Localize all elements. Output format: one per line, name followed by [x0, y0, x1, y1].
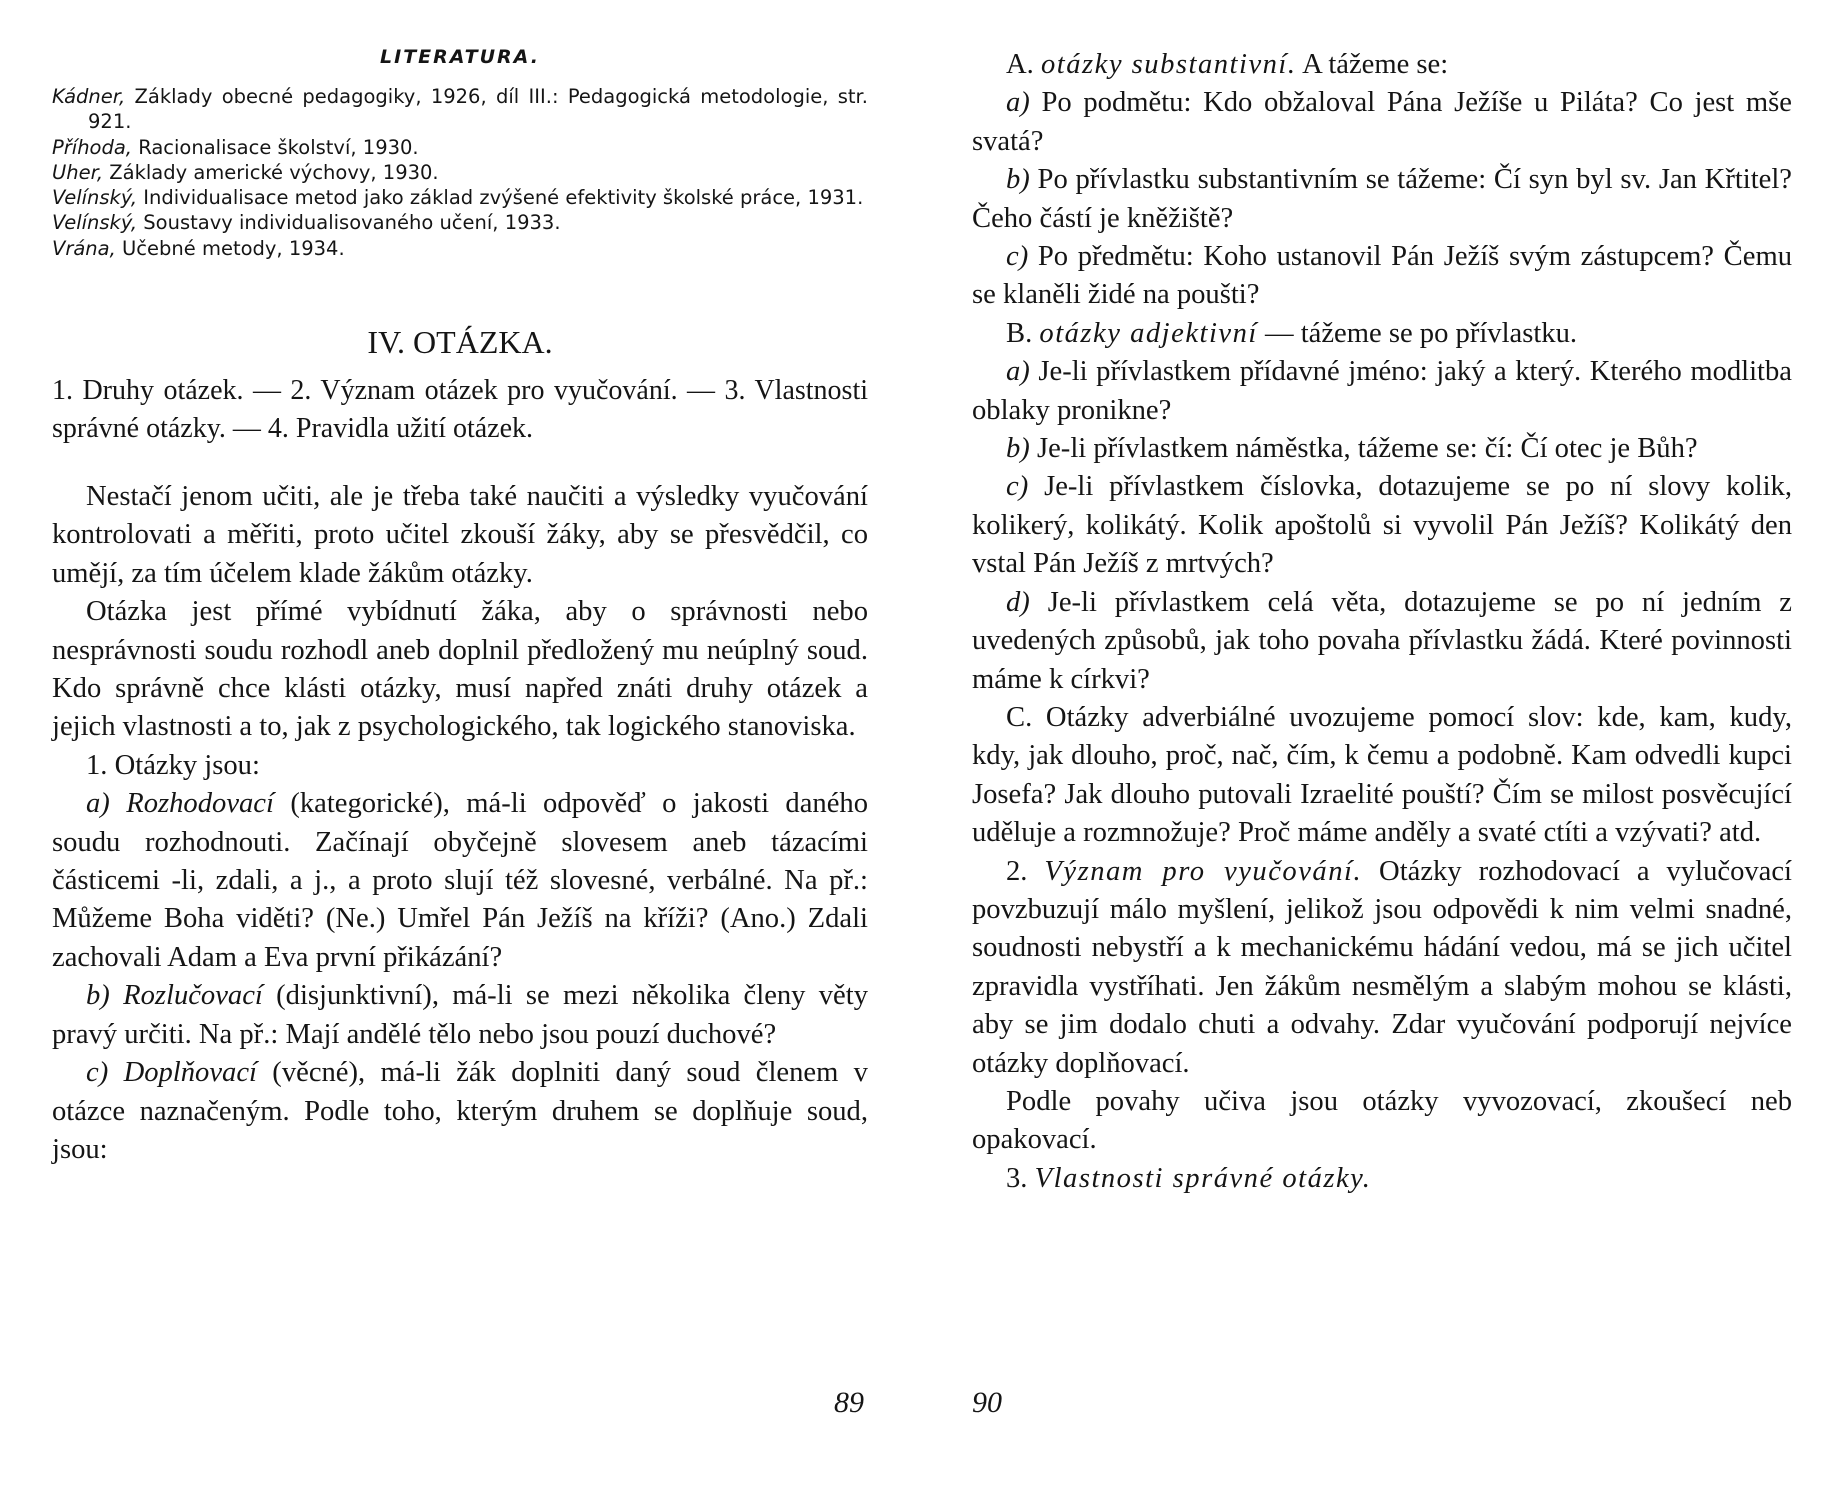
literature-entry [52, 185, 868, 210]
section-prefix: A. [1006, 49, 1034, 80]
term: otázky substantivní. [1040, 49, 1297, 80]
list-marker: c) [86, 1057, 109, 1089]
paragraph: Otázka jest přímé vybídnutí žáka, aby o správnosti nebo nesprávnosti soudu rozhodl aneb doplnil předložený mu neúplný soud. Kdo správně chce klásti otázky, musí napřed znáti druhy otázek a jejich vlastnosti a to, jak z psychologického, tak logického stanoviska. [52, 596, 868, 743]
chapter-title: IV. OTÁZKA. [367, 324, 553, 360]
list-marker: b) [1006, 164, 1030, 196]
paragraph: 1. Otázky jsou: [86, 749, 260, 781]
literature-heading: LITERATURA. [380, 46, 540, 68]
paragraph-text: Je-li přívlastkem přídavné jméno: jaký a který. Kterého modlitba oblaky pronikne? [972, 356, 1792, 426]
entry-text: Základy obecné pedagogiky, 1926, díl III.: Pedagogická metodologie, str. 921. [88, 85, 868, 134]
paragraph-text: Je-li přívlastkem náměstka, tážeme se: čí: Čí otec je Bůh? [1029, 433, 1698, 465]
literature-entry [52, 210, 868, 235]
paragraph-text: Je-li přívlastkem číslovka, dotazujeme se po ní slovy kolik, kolikerý, kolikátý. Kolik apoštolů si vyvolil Pán Ježíš? Kolikátý den vstal Pán Ježíš z mrtvých? [972, 471, 1792, 580]
paragraph-text: A tážeme se: [1296, 49, 1449, 80]
paragraph: C. Otázky adverbiálné uvozujeme pomocí slov: kde, kam, kudy, kdy, jak dlouho, proč, nač, čím, k čemu a podobně. Kam odvedli kupci Josefa? Jak dlouho putovali Izraelité pouští? Čím se milost posvěcující uděluje a rozmnožuje? Proč máme anděly a svaté ctíti a vzývati? atd. [972, 701, 1792, 849]
paragraph [972, 1160, 1792, 1198]
paragraph-text: Je-li přívlastkem celá věta, dotazujeme se po ní jedním z uvedených způsobů, jak toho povaha přívlastku žádá. Které povinnosti máme k církvi? [972, 586, 1792, 695]
paragraph: Nestačí jenom učiti, ale je třeba také naučiti a výsledky vyučování kontrolovati a měřiti, proto učitel zkouší žáky, aby se přesvědčil, co umějí, za tím účelem klade žákům otázky. [52, 481, 868, 589]
term: Vlastnosti správné otázky. [1034, 1162, 1372, 1194]
term: Rozlučovací [123, 980, 263, 1012]
list-marker: a) [1006, 87, 1030, 119]
literature-entry [52, 236, 868, 261]
page-number: 89 [834, 1386, 864, 1419]
paragraph [972, 315, 1792, 353]
paragraph [972, 584, 1792, 699]
paragraph-text: — tážeme se po přívlastku. [1257, 317, 1578, 349]
section-prefix: 2. [1006, 855, 1028, 887]
entry-author: Kádner, [52, 85, 126, 108]
literature-list [52, 84, 868, 261]
paragraph [972, 430, 1792, 468]
paragraph [52, 977, 868, 1054]
entry-text: Základy americké výchovy, 1930. [103, 160, 439, 184]
paragraph-text: (disjunktivní), má-li se mezi několika členy věty pravý určiti. Na př.: Mají andělé tělo nebo jsou pouzí duchové? [52, 980, 868, 1050]
paragraph [972, 161, 1792, 238]
left-body-text [52, 478, 868, 1169]
paragraph [52, 1054, 868, 1169]
literature-entry [52, 135, 868, 160]
paragraph-text: (věcné), má-li žák doplniti daný soud členem v otázce naznačeným. Podle toho, kterým druhem se doplňuje soud, jsou: [52, 1057, 868, 1165]
paragraph [52, 785, 868, 977]
paragraph [972, 46, 1792, 84]
list-marker: b) [86, 980, 110, 1012]
page-number: 90 [972, 1386, 1002, 1419]
paragraph-text: (kategorické), má-li odpověď o jakosti daného soudu rozhodnouti. Začínají obyčejně slovesem aneb tázacími částicemi -li, zdali, a j., a proto slují též slovesné, verbálné. Na př.: Můžeme Boha viděti? (Ne.) Umřel Pán Ježíš na kříži? (Ano.) Zdali zachovali Adam a Eva první přikázání? [52, 788, 868, 973]
paragraph [972, 468, 1792, 583]
list-marker: a) [86, 788, 110, 820]
entry-author: Velínský, [52, 186, 138, 210]
paragraph-text: Po předmětu: Koho ustanovil Pán Ježíš svým zástupcem? Čemu se klaněli židé na poušti? [972, 241, 1792, 311]
paragraph-text: Otázky rozhodovací a vylučovací povzbuzují málo myšlení, jelikož jsou odpovědi k nim velmi snadné, soudnosti nebystří a k mechanickému hádání vedou, má se jich učitel zpravidla vystříhati. Jen žákům nesmělým a slabým mohou se klásti, aby se jim dodalo chuti a odvahy. Zdar vyučování podporují nejvíce otázky doplňovací. [972, 855, 1792, 1079]
term: otázky adjektivní [1039, 317, 1258, 349]
section-prefix: B. [1006, 317, 1033, 349]
paragraph [972, 238, 1792, 315]
term: Rozhodovací [126, 788, 274, 820]
paragraph [972, 853, 1792, 1083]
left-page [52, 0, 868, 1500]
entry-text: Soustavy individualisovaného učení, 1933. [137, 211, 561, 235]
paragraph [972, 84, 1792, 161]
paragraph-text: Po přívlastku substantivním se tážeme: Čí syn byl sv. Jan Křtitel? Čeho částí je kněžiště? [972, 164, 1792, 234]
literature-entry [52, 160, 868, 185]
literature-entry [52, 84, 868, 135]
section-prefix: 3. [1006, 1162, 1028, 1194]
entry-author: Vrána, [52, 236, 116, 260]
paragraph [972, 353, 1792, 430]
paragraph: Podle povahy učiva jsou otázky vyvozovací, zkoušecí neb opakovací. [972, 1085, 1792, 1156]
right-body-text [972, 46, 1792, 1198]
chapter-outline: 1. Druhy otázek. — 2. Význam otázek pro vyučování. — 3. Vlastnosti správné otázky. — 4. Pravidla užití otázek. [52, 375, 868, 444]
list-marker: c) [1006, 241, 1029, 273]
entry-author: Uher, [52, 160, 104, 184]
entry-text: Racionalisace školství, 1930. [132, 135, 419, 159]
term: Doplňovací [123, 1057, 257, 1089]
list-marker: c) [1006, 471, 1029, 503]
entry-text: Individualisace metod jako základ zvýšené efektivity školské práce, 1931. [137, 186, 864, 210]
entry-text: Učebné metody, 1934. [115, 236, 345, 260]
list-marker: b) [1006, 433, 1030, 465]
entry-author: Příhoda, [52, 135, 133, 159]
paragraph-text: Po podmětu: Kdo obžaloval Pána Ježíše u Piláta? Co jest mše svatá? [972, 87, 1792, 157]
term: Význam pro vyučování. [1044, 855, 1363, 887]
entry-author: Velínský, [52, 211, 138, 235]
list-marker: d) [1006, 586, 1030, 618]
right-page [972, 0, 1792, 1500]
list-marker: a) [1006, 356, 1030, 388]
